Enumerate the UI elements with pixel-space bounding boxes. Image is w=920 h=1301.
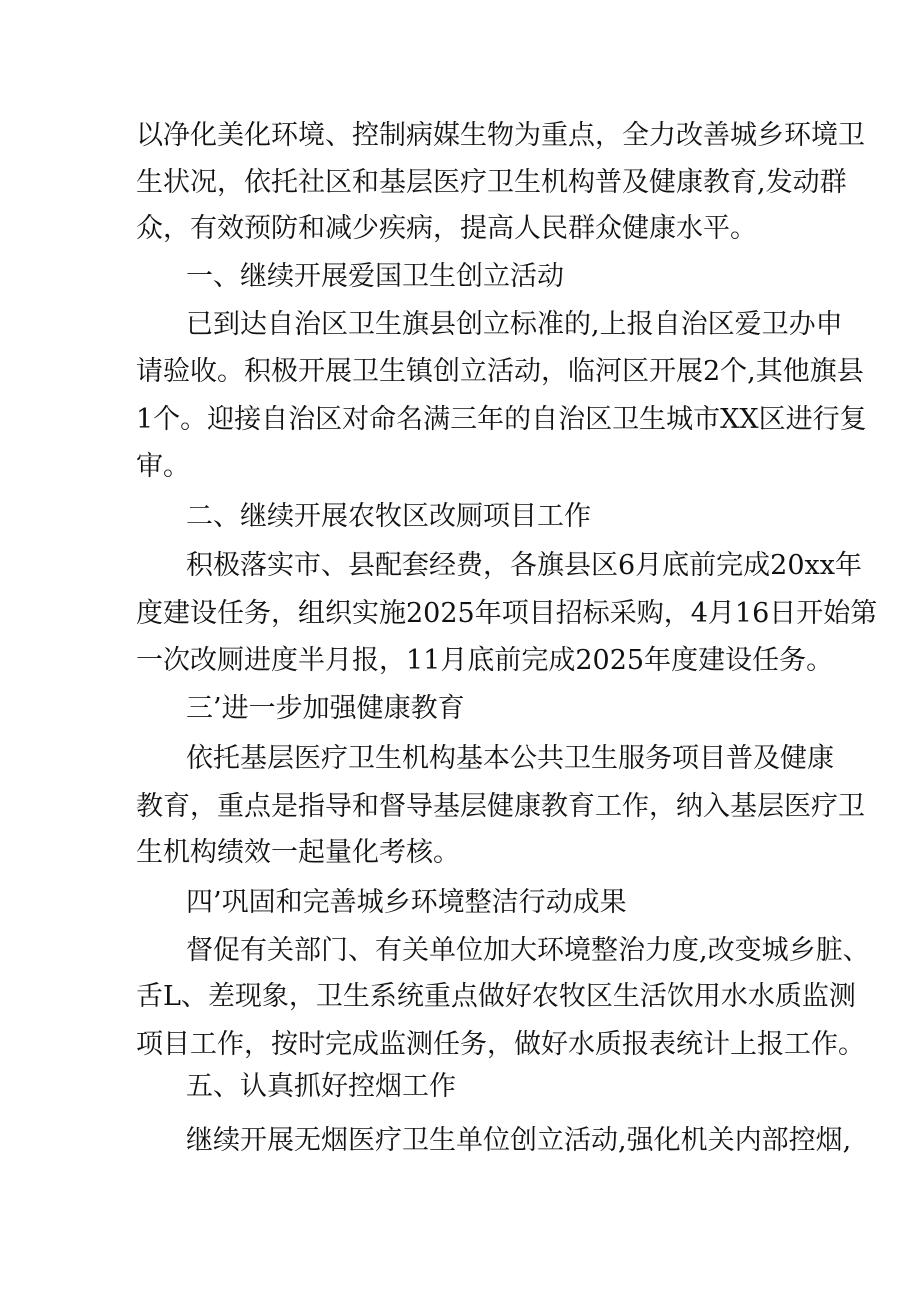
body-text-line: 继续开展无烟医疗卫生单位创立活动,强化机关内部控烟, (186, 1125, 852, 1156)
body-text-line: 一次改厕进度半月报，11月底前完成2025年度建设任务。 (136, 645, 834, 676)
body-text-line: 审。 (136, 451, 190, 482)
section-heading: 四’巩固和完善城乡环境整洁行动成果 (186, 887, 627, 918)
body-text-line: 以净化美化环境、控制病媒生物为重点，全力改善城乡环境卫 (136, 120, 865, 151)
section-heading: 二、继续开展农牧区改厕项目工作 (186, 501, 591, 532)
section-heading: 一、继续开展爱国卫生创立活动 (186, 261, 564, 292)
body-text-line: 生机构绩效一起量化考核。 (136, 837, 460, 868)
body-text-line: 度建设任务，组织实施2025年项目招标采购，4月16日开始第 (136, 598, 878, 629)
section-heading: 五、认真抓好控烟工作 (186, 1071, 456, 1102)
body-text-line: 积极落实市、县配套经费，各旗县区6月底前完成20xx年 (186, 550, 862, 581)
body-text-line: 项目工作，按时完成监测任务，做好水质报表统计上报工作。 (136, 1029, 865, 1060)
body-text-line: 生状况，依托社区和基层医疗卫生机构普及健康教育,发动群 (136, 167, 847, 198)
body-text-line: 督促有关部门、有关单位加大环境整治力度,改变城乡脏、 (186, 935, 870, 966)
body-text-line: 舌L、差现象，卫生系统重点做好农牧区生活饮用水水质监测 (136, 981, 856, 1012)
body-text-line: 教育，重点是指导和督导基层健康教育工作，纳入基层医疗卫 (136, 791, 865, 822)
body-text-line: 请验收。积极开展卫生镇创立活动，临河区开展2个,其他旗县 (136, 356, 864, 387)
body-text-line: 众，有效预防和减少疾病，提高人民群众健康水平。 (136, 213, 757, 244)
body-text-line: 1个。迎接自治区对命名满三年的自治区卫生城市XX区进行复 (136, 404, 867, 435)
body-text-line: 依托基层医疗卫生机构基本公共卫生服务项目普及健康 (186, 743, 834, 774)
section-heading: 三’进一步加强健康教育 (186, 693, 465, 724)
body-text-line: 已到达自治区卫生旗县创立标准的,上报自治区爱卫办申 (186, 309, 843, 340)
